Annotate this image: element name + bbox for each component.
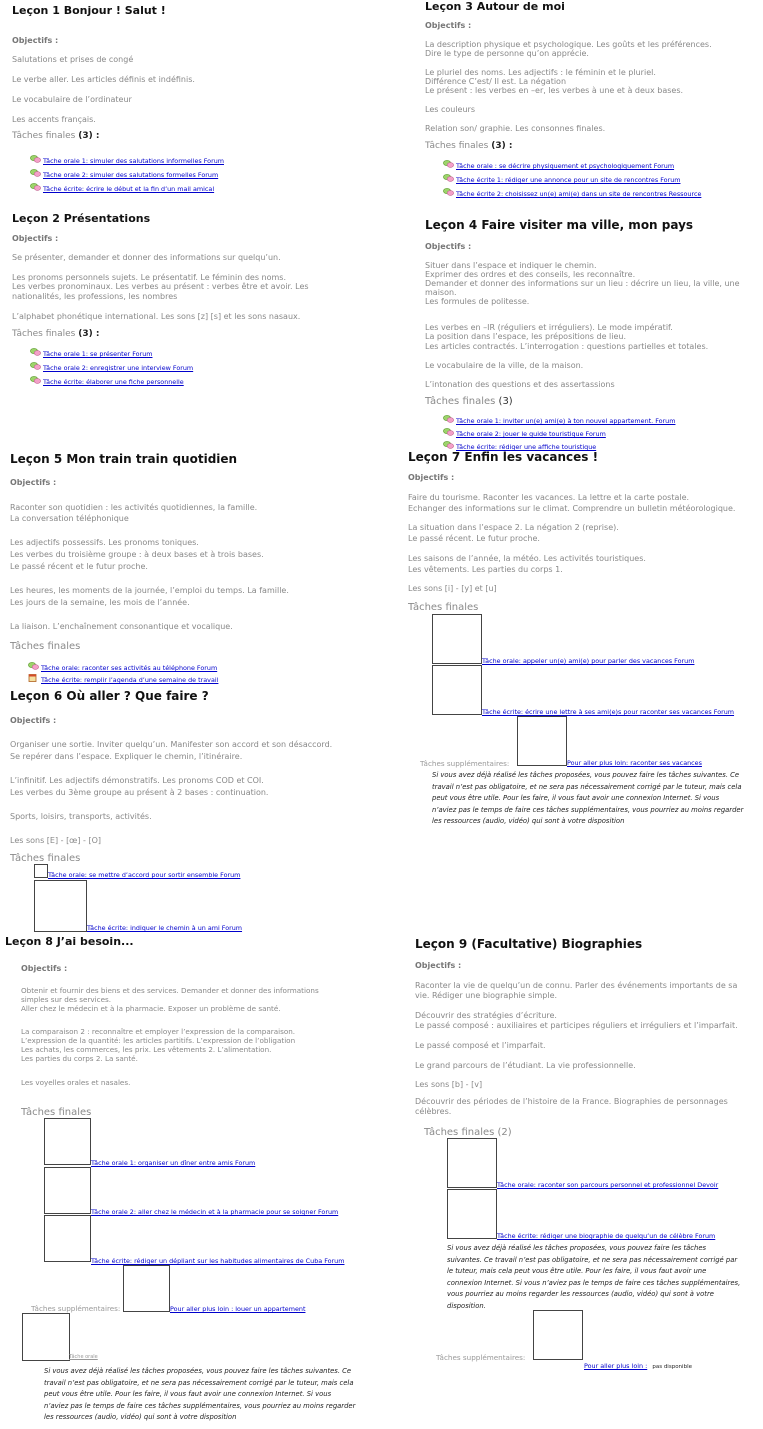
objective-text: Les saisons de l’année, la météo. Les activités touristiques.	[408, 554, 646, 563]
objective-text: célèbres.	[415, 1107, 452, 1116]
task-link[interactable]: Tâche orale 2: enregistrer une interview Forum	[43, 364, 194, 372]
objectives-label: Objectifs :	[425, 242, 472, 251]
image-placeholder	[447, 1138, 497, 1188]
image-placeholder	[517, 716, 567, 766]
lesson-9-title: Leçon 9 (Facultative) Biographies	[415, 937, 643, 951]
objectives-label: Objectifs :	[415, 961, 462, 970]
image-placeholder	[44, 1118, 91, 1165]
objective-text: La description physique et psychologique. Les goûts et les préférences.	[425, 40, 712, 49]
objectives-label: Objectifs :	[408, 473, 455, 482]
objectives-label: Objectifs :	[10, 478, 57, 487]
forum-icon	[443, 441, 454, 449]
objective-text: Le vocabulaire de la ville, de la maison.	[425, 361, 584, 370]
objective-text: Les formules de politesse.	[425, 297, 530, 306]
image-placeholder	[533, 1310, 583, 1360]
final-tasks-label: Tâches finales	[10, 641, 81, 652]
objective-text: Raconter son quotidien : les activités quotidiennes, la famille.	[10, 503, 258, 512]
task-link[interactable]: Pour aller plus loin: raconter ses vacances	[567, 759, 702, 767]
task-link[interactable]: Tâche écrite: remplir l’agenda d’une semaine de travail	[41, 676, 219, 684]
task-link[interactable]: Tâche orale 1: organiser un dîner entre amis Forum	[91, 1159, 256, 1167]
objective-text: Découvrir des stratégies d’écriture.	[415, 1011, 557, 1020]
objectives-label: Objectifs :	[10, 716, 57, 725]
objective-text: vie. Rédiger une biographie simple.	[415, 991, 558, 1000]
objectives-label: Objectifs :	[425, 21, 472, 30]
objective-text: Le présent : les verbes en –er, les verbes à une et à deux bases.	[425, 86, 684, 95]
objective-text: Les verbes du 3ème groupe au présent à 2 bases : continuation.	[10, 788, 269, 797]
objective-text: Les accents français.	[12, 115, 96, 124]
objective-text: Le passé composé et l’imparfait.	[415, 1041, 546, 1050]
task-link[interactable]: Tâche écrite: indiquer le chemin à un ami Forum	[87, 924, 243, 932]
image-placeholder	[44, 1167, 91, 1214]
objective-text: Les pronoms personnels sujets. Le présentatif. Le féminin des noms.	[12, 273, 287, 282]
task-link[interactable]: Tâche orale : se décrire physiquement et psychologiquement Forum	[456, 162, 675, 170]
objective-text: Les adjectifs possessifs. Les pronoms toniques.	[10, 538, 199, 547]
image-placeholder	[34, 880, 87, 932]
calendar-icon	[28, 674, 39, 682]
objective-text: Découvrir des périodes de l’histoire de la France. Biographies de personnages	[415, 1097, 728, 1106]
objective-text: Salutations et prises de congé	[12, 55, 134, 64]
task-link[interactable]: Tâche écrite 1: rédiger une annonce pour un site de rencontres Forum	[456, 176, 681, 184]
lesson-5-title: Leçon 5 Mon train train quotidien	[10, 452, 238, 466]
objective-text: L’infinitif. Les adjectifs démonstratifs. Les pronoms COD et COI.	[10, 776, 264, 785]
objective-text: Les verbes pronominaux. Les verbes au présent : verbes être et avoir. Les	[12, 282, 309, 291]
final-tasks-label: Tâches finales (3) :	[12, 131, 100, 141]
objective-text: Echanger des informations sur le climat. Comprendre un bulletin météorologique.	[408, 504, 736, 513]
task-link[interactable]: Tâche écrite: rédiger une biographie de quelqu’un de célèbre Forum	[497, 1232, 716, 1240]
objective-text: Relation son/ graphie. Les consonnes finales.	[425, 124, 606, 133]
lesson-2-title: Leçon 2 Présentations	[12, 212, 151, 225]
image-placeholder	[44, 1215, 91, 1262]
objective-text: Demander et donner des informations sur un lieu : décrire un lieu, la ville, une	[425, 279, 740, 288]
objective-text: Le passé composé : auxiliaires et participes réguliers et irréguliers et l’imparfait.	[415, 1021, 738, 1030]
task-link[interactable]: Tâche écrite: écrire une lettre à ses ami(e)s pour raconter ses vacances Forum	[482, 708, 735, 716]
objective-text: Les parties du corps 2. La santé.	[21, 1054, 138, 1063]
objective-text: Les verbes en –IR (réguliers et irréguliers). Le mode impératif.	[425, 323, 673, 332]
objective-text: La situation dans l’espace 2. La négation 2 (reprise).	[408, 523, 619, 532]
objective-text: Organiser une sortie. Inviter quelqu’un. Manifester son accord et son désaccord.	[10, 740, 333, 749]
objective-text: Les articles contractés. L’interrogation : questions partielles et totales.	[425, 342, 709, 351]
final-tasks-label: Tâches finales (3)	[425, 396, 513, 407]
objective-text: L’intonation des questions et des assertassions	[425, 380, 615, 389]
forum-icon	[443, 188, 454, 196]
task-link[interactable]: Pour aller plus loin :	[584, 1362, 648, 1370]
objective-text: Se repérer dans l’espace. Expliquer le chemin, l’itinéraire.	[10, 752, 243, 761]
task-link[interactable]: Tâche écrite 2: choisissez un(e) ami(e) dans un site de rencontres Ressource	[456, 190, 702, 198]
task-link[interactable]: Tâche orale 1: inviter un(e) ami(e) à ton nouvel appartement. Forum	[456, 417, 676, 425]
lesson-8-title: Leçon 8 J’ai besoin...	[5, 935, 134, 948]
objective-text: Situer dans l’espace et indiquer le chemin.	[425, 261, 597, 270]
supplementary-tasks-label: Tâches supplémentaires:	[31, 1304, 121, 1313]
objective-text: Le passé récent. Le futur proche.	[408, 534, 540, 543]
objective-text: Les voyelles orales et nasales.	[21, 1078, 131, 1087]
objective-text: Les heures, les moments de la journée, l’emploi du temps. La famille.	[10, 586, 289, 595]
objective-text: Le passé récent et le futur proche.	[10, 562, 148, 571]
supplementary-tasks-label: Tâches supplémentaires:	[420, 759, 510, 768]
task-link[interactable]: Tâche écrite: rédiger un dépliant sur les habitudes alimentaires de Cuba Forum	[91, 1257, 345, 1265]
supplementary-note: Si vous avez déjà réalisé les tâches proposées, vous pouvez faire les tâches suivantes. Ce travail n’est pas obligatoire, et ne sera pas nécessairement corrigé par le tuteur, mais cela peut vous être utile. Pour les faire, il vous faut avoir une connexion Internet. Si vous n’aviez pas le temps de faire ces tâches supplémentaires, vous pourriez au moins regarder les ressources (audio, vidéo) qui sont à votre disposition	[432, 771, 744, 825]
objectives-label: Objectifs :	[21, 964, 68, 973]
image-placeholder	[432, 665, 482, 715]
image-placeholder	[447, 1189, 497, 1239]
objective-text: Aller chez le médecin et à la pharmacie. Exposer un problème de santé.	[21, 1004, 281, 1013]
task-link[interactable]: Tâche écrite: rédiger une affiche touristique	[456, 443, 597, 451]
task-link[interactable]: Tâche orale 2: simuler des salutations formelles Forum	[43, 171, 219, 179]
objective-text: Les jours de la semaine, les mois de l’année.	[10, 598, 190, 607]
forum-icon	[30, 183, 41, 191]
objective-text: simples sur des services.	[21, 995, 112, 1004]
image-placeholder	[34, 864, 48, 878]
extra-task-label[interactable]: Tâche orale	[69, 1354, 98, 1360]
final-tasks-label: Tâches finales (3) :	[12, 329, 100, 339]
supplementary-note: Si vous avez déjà réalisé les tâches proposées, vous pouvez faire les tâches suivantes. Ce travail n’est pas obligatoire, et ne sera pas nécessairement corrigé par le tuteur, mais cela peut vous être utile. Pour les faire, il vous faut avoir une connexion Internet. Si vous n’aviez pas le temps de faire ces tâches supplémentaires, vous pourriez au moins regarder les ressources (audio, vidéo) qui sont à votre disposition.	[447, 1244, 741, 1310]
lesson-6-title: Leçon 6 Où aller ? Que faire ?	[10, 689, 209, 703]
objective-text: L’alphabet phonétique international. Les sons [z] [s] et les sons nasaux.	[12, 312, 301, 321]
final-tasks-label: Tâches finales	[408, 602, 479, 613]
final-tasks-label: Tâches finales	[21, 1107, 92, 1118]
final-tasks-label: Tâches finales	[10, 853, 81, 864]
objective-text: Sports, loisirs, transports, activités.	[10, 812, 152, 821]
objective-text: Obtenir et fournir des biens et des services. Demander et donner des informations	[21, 986, 319, 995]
unavailable-label: pas disponible	[652, 1364, 692, 1370]
image-placeholder	[432, 614, 482, 664]
task-link[interactable]: Tâche orale: raconter son parcours personnel et professionnel Devoir	[497, 1181, 719, 1189]
objective-text: nationalités, les professions, les nombres	[12, 292, 178, 301]
objective-text: Se présenter, demander et donner des informations sur quelqu’un.	[12, 253, 281, 262]
objective-text: L’expression de la quantité: les articles partitifs. L’expression de l’obligation	[21, 1036, 296, 1045]
task-link[interactable]: Tâche écrite: écrire le début et la fin d’un mail amical	[43, 185, 215, 193]
supplementary-tasks-label: Tâches supplémentaires:	[436, 1353, 526, 1362]
task-link[interactable]: Tâche orale: appeler un(e) ami(e) pour parler des vacances Forum	[482, 657, 695, 665]
objective-text: Les verbes du troisième groupe : à deux bases et à trois bases.	[10, 550, 264, 559]
objective-text: Les sons [b] - [v]	[415, 1080, 483, 1089]
objective-text: La position dans l’espace, les prépositions de lieu.	[425, 332, 627, 341]
objective-text: Faire du tourisme. Raconter les vacances. La lettre et la carte postale.	[408, 493, 690, 502]
objective-text: La liaison. L’enchaînement consonantique et vocalique.	[10, 622, 233, 631]
objective-text: Les sons [i] - [y] et [u]	[408, 584, 497, 593]
objective-text: La comparaison 2 : reconnaître et employer l’expression de la comparaison.	[21, 1027, 296, 1036]
task-link[interactable]: Tâche orale 1: se présenter Forum	[43, 350, 153, 358]
supplementary-note: Si vous avez déjà réalisé les tâches proposées, vous pouvez faire les tâches suivantes. Ce travail n’est pas obligatoire, et ne sera pas nécessairement corrigé par le tuteur, mais cela peut vous être utile. Pour les faire, il vous faut avoir une connexion Internet. Si vous n’aviez pas le temps de faire ces tâches supplémentaires, vous pourriez au moins regarder les ressources (audio, vidéo) qui sont à votre disposition	[44, 1367, 356, 1421]
lesson-4-title: Leçon 4 Faire visiter ma ville, mon pays	[425, 218, 694, 232]
objective-text: Les vêtements. Les parties du corps 1.	[408, 565, 563, 574]
objective-text: Dire le type de personne qu’on apprécie.	[425, 49, 589, 58]
task-link[interactable]: Tâche écrite: élaborer une fiche personnelle	[43, 378, 184, 386]
objective-text: La conversation téléphonique	[10, 514, 129, 523]
objective-text: Exprimer des ordres et des conseils, les reconnaître.	[425, 270, 636, 279]
objective-text: Le verbe aller. Les articles définis et indéfinis.	[12, 75, 195, 84]
objective-text: Les achats, les commerces, les prix. Les vêtements 2. L’alimentation.	[21, 1045, 272, 1054]
objectives-label: Objectifs :	[12, 234, 59, 243]
image-placeholder	[123, 1265, 170, 1312]
objective-text: Différence C’est/ Il est. La négation	[425, 77, 567, 86]
task-link[interactable]: Tâche orale: se mettre d’accord pour sortir ensemble Forum	[48, 871, 241, 879]
final-tasks-label: Tâches finales (2)	[424, 1127, 512, 1138]
forum-icon	[30, 376, 41, 384]
objective-text: Le vocabulaire de l’ordinateur	[12, 95, 132, 104]
objective-text: Les couleurs	[425, 105, 475, 114]
objectives-label: Objectifs :	[12, 36, 59, 45]
task-link[interactable]: Pour aller plus loin : louer un appartement	[170, 1305, 306, 1313]
lesson-7-title: Leçon 7 Enfin les vacances !	[408, 450, 599, 464]
lesson-1-title: Leçon 1 Bonjour ! Salut !	[12, 4, 166, 17]
lesson-3-title: Leçon 3 Autour de moi	[425, 0, 565, 13]
task-link[interactable]: Tâche orale: raconter ses activités au téléphone Forum	[41, 664, 218, 672]
task-link[interactable]: Tâche orale 2: jouer le guide touristique Forum	[456, 430, 606, 438]
objective-text: Raconter la vie de quelqu’un de connu. Parler des événements importants de sa	[415, 981, 738, 990]
task-link[interactable]: Tâche orale 2: aller chez le médecin et à la pharmacie pour se soigner Forum	[91, 1208, 339, 1216]
objective-text: Les sons [E] - [œ] - [O]	[10, 836, 101, 845]
final-tasks-label: Tâches finales (3) :	[425, 141, 513, 151]
image-placeholder	[22, 1313, 70, 1361]
objective-text: maison.	[425, 288, 457, 297]
objective-text: Le pluriel des noms. Les adjectifs : le féminin et le pluriel.	[425, 68, 656, 77]
task-link[interactable]: Tâche orale 1: simuler des salutations informelles Forum	[43, 157, 224, 165]
objective-text: Le grand parcours de l’étudiant. La vie professionnelle.	[415, 1061, 636, 1070]
